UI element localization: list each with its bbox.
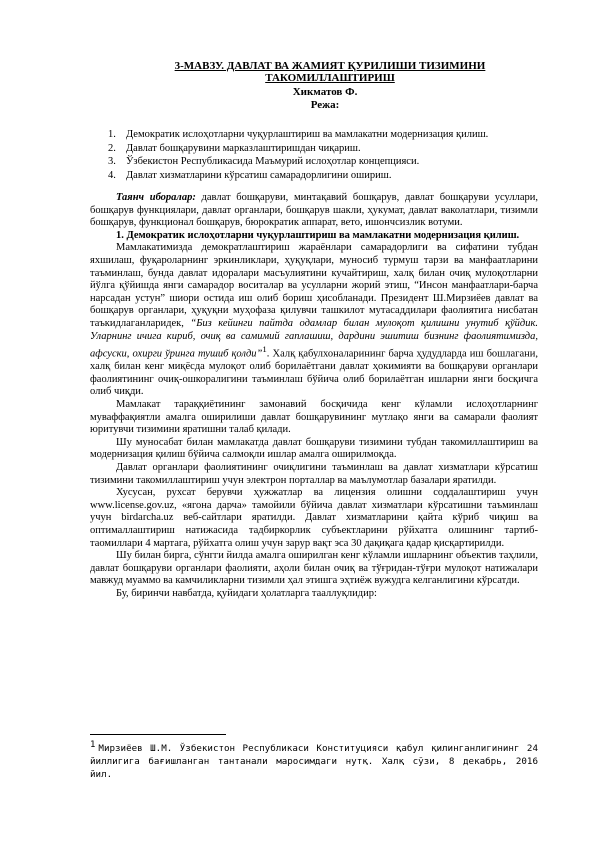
- body-paragraph: Хусусан, рухсат берувчи ҳужжатлар ва лицензия олишни соддалаштириш учун www.license.gov.uz, «ягона дарча» тамойили бўйича давлат хизматлари кўрсатишни таъминлаш учун birdarcha.uz веб-сайтлари яратилди. Давлат хизматларини қайта кўриб чиқиш ва оптималлаштириш натижасида тадбиркорлик субъектларини рўйхатга олишнинг тартиб-таомиллари 4 мартага, рўйхатга олиш учун зарур вақт эса 30 дақиқага қадар қисқартирилди.: [90, 487, 538, 549]
- footnote: [90, 739, 538, 781]
- footnote-reference: 1: [262, 344, 267, 355]
- body-paragraph: Давлат органлари фаолиятининг очиқлигини таъминлаш ва давлат хизматлари кўрсатиш тизимини такомиллаштириш учун электрон порталлар ва маълумотлар базалари яратилди.: [90, 461, 538, 486]
- footnote-number: 1: [90, 739, 96, 750]
- plan-item: [108, 155, 538, 169]
- body-paragraph: Мамлакат тараққиётининг замонавий босқичида кенг кўламли ислоҳотларнинг муваффақиятли амалга оширилиши давлат бошқарувининг мутлақо янги ва самарали фаолият юритувчи тизимини яратишни талаб қилади.: [90, 399, 538, 436]
- plan-item-number: 1.: [108, 129, 116, 140]
- document-body: [90, 192, 538, 601]
- plan-item: [108, 128, 538, 142]
- paragraph-text: Мамлакатимизда демократлаштириш жараёнлари самарадорлиги ва сифатини тубдан яхшилаш, фуқароларнинг эркинликлари, ҳуқуқлари, муносиб турмуш тарзи ва манфаатларини таъминлаш, бунда давлат идоралари масъулиятини кучайтириш, халқ билан очиқ мулоқотларни йўлга қўйишда янги самарадор воситалар ва усулларни жорий этиш, “Инсон манфаатлари-барча нарсадан устун” шиори остида иш олиб бориш ҳисобланади. Президент Ш.Мирзиёев давлат ва бошқарув органлари, ҳуқуқни муҳофаза қилувчи ташкилот мутасаддилари фаолиятига нисбатан таъкидлаганларидек,: [90, 242, 538, 329]
- footnote-text: Мирзиёев Ш.М. Ўзбекистон Республикаси Конституцияси қабул қилинганлигининг 24 йиллигига бағишланган тантанали маросимдаги нутқ. Халқ сўзи, 8 декабрь, 2016 йил.: [90, 743, 538, 780]
- body-paragraph: Шу билан бирга, сўнгги йилда амалга оширилган кенг кўламли ишларнинг объектив таҳлили, давлат бошқаруви органлари фаолияти, аҳоли билан очиқ ва тўғридан-тўғри мулоқот натижалари мавжуд муаммо ва камчиликларни тизимли ҳал этишга эҳтиёж вужудга келганлигини кўрсатди.: [90, 550, 538, 587]
- plan-item-number: 3.: [108, 156, 116, 167]
- plan-item-text: Ўзбекистон Республикасида Маъмурий ислоҳотлар концепцияси.: [126, 156, 420, 167]
- plan-item-text: Демократик ислоҳотларни чуқурлаштириш ва мамлакатни модернизация қилиш.: [126, 129, 489, 140]
- plan-item-text: Давлат хизматларини кўрсатиш самарадорлигини ошириш.: [126, 169, 392, 181]
- body-paragraph: Шу муносабат билан мамлакатда давлат бошқаруви тизимини тубдан такомиллаштириш ва модернизация қилиш бўйича салмоқли ишлар амалга оширилмоқда.: [90, 436, 538, 461]
- plan-item-number: 2.: [108, 142, 116, 154]
- document-title: [150, 60, 510, 84]
- plan-heading: Режа:: [310, 99, 340, 111]
- author-name: Хикматов Ф.: [292, 86, 358, 98]
- section-1-heading: 1. Демократик ислоҳотларни чуқурлаштириш ва мамлакатни модернизация қилиш.: [116, 229, 520, 241]
- plan-item-text: Давлат бошқарувини марказлаштиришдан чиқариш.: [126, 142, 361, 154]
- plan-item-number: 4.: [108, 169, 116, 181]
- title-line-1: 3-МАВЗУ. ДАВЛАТ ВА ЖАМИЯТ ҚУРИЛИШИ ТИЗИМИНИ: [174, 60, 486, 72]
- paragraph-text: . Халқ қабулхоналарининг барча ҳудудларда иш бошлагани, халқ билан кенг миқёсда мулоқот олиб борилаётгани давлат ҳокимияти ва бошқаруви органлари фаолиятининг очиқ-ошкоралигини таъминлаш бўйича олиб борилаётган ишларни янги босқичга олиб чиқди.: [90, 348, 538, 398]
- keywords-paragraph: [90, 192, 538, 230]
- title-line-2: ТАКОМИЛЛАШТИРИШ: [265, 72, 395, 84]
- plan-list: [108, 128, 538, 182]
- body-paragraph: [90, 242, 538, 399]
- plan-item: [108, 142, 538, 156]
- keywords-label: Таянч иборалар:: [116, 192, 196, 203]
- keywords-text: давлат бошқаруви, минтақавий бошқарув, давлат бошқаруви усуллари, бошқарув функциялари, давлат органлари, бошқарув шакли, ҳукумат, давлат ваколатлари, тизимли бошқарув, функционал бошқарув, бюрократик аппарат, вето, ишончсизлик вотуми.: [90, 192, 538, 229]
- president-quote: “Биз кейинги пайтда одамлар билан мулоқот қилишни унутиб қўйдик. Уларнинг ичига кириб, очиқ ва самимий гаплашиш, дардини эшитиш бизнинг фаолиятимизда, афсуски, охирги ўринга тушиб қолди”: [90, 317, 538, 360]
- body-paragraph: Бу, биринчи навбатда, қуйидаги ҳолатларга тааллуқлидир:: [116, 587, 377, 599]
- footnote-separator: [90, 734, 226, 735]
- plan-item: [108, 169, 538, 183]
